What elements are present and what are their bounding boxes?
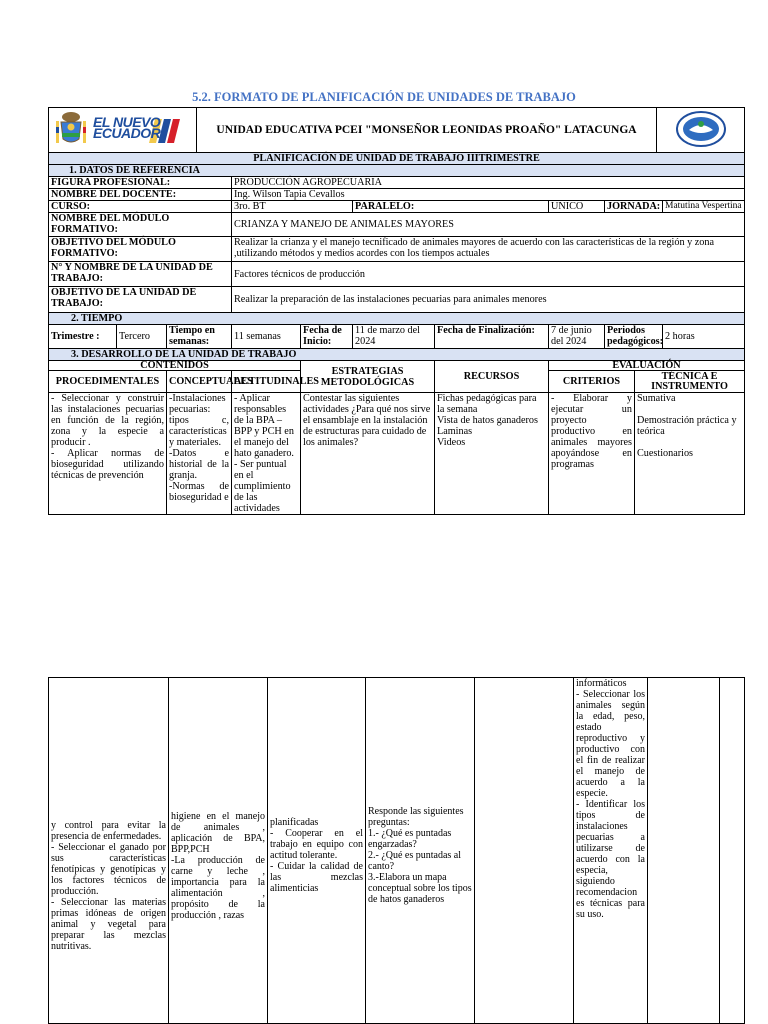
recurso-item: Videos [437,437,466,448]
figura-label: FIGURA PROFESIONAL: [49,177,232,189]
objetivo-unidad-value: Realizar la preparación de las instalaciones pecuarias para animales menores [232,287,745,313]
procedimental-item: - Seleccionar el ganado por sus características fenotípicas y genotípicas y los factores técnicos de producción. [51,841,166,897]
document-title: 5.2. FORMATO DE PLANIFICACIÓN DE UNIDADES DE TRABAJO [192,90,576,104]
actitudinales-cell [268,678,366,1024]
docente-value: Ing. Wilson Tapia Cevallos [232,189,745,201]
actitudinales-header: ACTITUDINALES [232,371,301,393]
estrategias-cell: Contestar las siguientes actividades ¿Para qué nos sirve el ensamblaje en la instalación de estructuras para cuidado de los animales? [301,393,435,515]
estrategia-item: 3.-Elabora un mapa conceptual sobre los tipos de hatos ganaderos [368,872,472,905]
modulo-value: CRIANZA Y MANEJO DE ANIMALES MAYORES [232,213,745,237]
criterios-header: CRITERIOS [549,371,635,393]
tecnica-item: Sumativa [637,393,676,404]
estrategia-item: Responde las siguientes preguntas: [368,806,464,828]
paralelo-value: UNICO [549,201,605,213]
school-name: UNIDAD EDUCATIVA PCEI "MONSEÑOR LEONIDAS PROAÑO" LATACUNGA [197,108,657,153]
criterio-item: - Identificar los tipos de instalaciones pecuarias a utilizarse de acuerdo con la especia, siguiendo recomendacion es técnicas para su uso. [576,799,645,920]
objetivo-unidad-label: OBJETIVO DE LA UNIDAD DE TRABAJO: [49,287,232,313]
recurso-item: Vista de hatos ganaderos [437,415,538,426]
criterio-item: - Seleccionar los animales según la edad, peso, estado reproductivo y productivo con el fin de realizar el manejo de acuerdo a la especie. [576,689,645,799]
procedimental-item: y control para evitar la presencia de enfermedades. [51,819,166,842]
conceptual-item: -La producción de carne y leche , importancia para la alimentación , propósito de la producción , razas [171,854,265,921]
recursos-header: RECURSOS [435,361,549,393]
empty-cell [720,678,745,1024]
figura-value: PRODUCCIÓN AGROPECUARIA [232,177,745,189]
conceptuales-header: CONCEPTUALES [167,371,232,393]
estrategia-item: 1.- ¿Qué es puntadas engarzadas? [368,828,452,850]
tecnica-cell [635,393,745,515]
procedimentales-header: PROCEDIMENTALES [49,371,167,393]
criterios-cell [574,678,648,1024]
school-seal-icon [675,110,727,148]
periodos-value: 2 horas [663,325,745,349]
tecnica-item: Cuestionarios [637,448,694,459]
conceptual-item: -Normas de bioseguridad e [169,481,229,503]
procedimental-item: - Seleccionar y construir las instalaciones pecuarias en función de la región, zona y la especie a producir . [51,393,164,448]
recursos-cell [435,393,549,515]
ecuador-logo-cell [49,108,197,153]
criterios-cell: - Elaborar y ejecutar un proyecto productivo en animales mayores apoyándose en programas [549,393,635,515]
procedimentales-cell [49,393,167,515]
actitudinales-cell [232,393,301,515]
trimestre-value: Tercero [117,325,167,349]
docente-label: NOMBRE DEL DOCENTE: [49,189,232,201]
recurso-item: Laminas [437,426,473,437]
tecnica-item: Demostración práctica y teórica [637,415,737,437]
actitudinal-item: - Cuidar la calidad de las mezclas alimenticias [270,861,363,894]
estrategia-item: 2.- ¿Qué es puntadas al canto? [368,850,462,872]
school-logo-cell [657,108,745,153]
planning-table-continued [48,677,745,1024]
procedimentales-cell [49,678,169,1024]
tecnica-cell [648,678,720,1024]
planning-table [48,152,745,515]
tiempo-value: 11 semanas [232,325,301,349]
actitudinal-item: planificadas [270,817,319,828]
conceptual-item: -Datos e historial de la granja. [169,448,229,481]
actitudinal-item: - Cooperar en el trabajo en equipo con actitud tolerante. [270,828,363,861]
unidad-value: Factores técnicos de producción [232,262,745,287]
unidad-label: N° Y NOMBRE DE LA UNIDAD DE TRABAJO: [49,262,232,287]
conceptuales-cell [169,678,268,1024]
estrategias-cell [366,678,475,1024]
conceptual-item: higiene en el manejo de animales , aplicación de BPA, BPP,PCH [171,810,265,855]
criterio-item: informáticos [576,678,627,689]
procedimental-item: - Seleccionar las materias primas idóneas de origen animal y vegetal para preparar las mezclas nutritivas. [51,896,166,952]
modulo-label: NOMBRE DEL MÓDULO FORMATIVO: [49,213,232,237]
periodos-label: Periodos pedagógicos: [605,325,663,349]
section-2-heading: 2. TIEMPO [49,313,745,325]
trimestre-label: Trimestre : [49,325,117,349]
section-3-heading: 3. DESARROLLO DE LA UNIDAD DE TRABAJO [49,349,745,361]
recurso-item: Fichas pedagógicas para la semana [437,393,537,415]
jornada-label: JORNADA: [605,201,663,213]
estrategias-header: ESTRATEGIAS METODOLÓGICAS [301,361,435,393]
evaluacion-header: EVALUACIÓN [549,361,745,371]
header-table [48,107,745,153]
fin-value: 7 de junio del 2024 [549,325,605,349]
actitudinal-item: - Ser puntual en el cumplimiento de las actividades [234,459,291,514]
tecnica-header: TÉCNICA E INSTRUMENTO [635,371,745,393]
objetivo-modulo-value: Realizar la crianza y el manejo tecnificado de animales mayores de acuerdo con las características de la región y zona ,utilizando métodos y medios acordes con los tiempos actuales [232,237,745,262]
paralelo-label: PARALELO: [353,201,549,213]
curso-label: CURSO: [49,201,232,213]
recursos-cell [475,678,574,1024]
objetivo-modulo-label: OBJETIVO DEL MÓDULO FORMATIVO: [49,237,232,262]
curso-value: 3ro. BT [232,201,353,213]
procedimental-item: - Aplicar normas de bioseguridad utilizando técnicas de prevención [51,448,164,481]
conceptuales-cell [167,393,232,515]
inicio-value: 11 de marzo del 2024 [353,325,435,349]
tiempo-label: Tiempo en semanas: [167,325,232,349]
contenidos-header: CONTENIDOS [49,361,301,371]
section-1-heading: 1. DATOS DE REFERENCIA [49,165,745,177]
plan-title: PLANIFICACIÓN DE UNIDAD DE TRABAJO IIITRIMESTRE [49,153,745,165]
conceptual-item: -Instalaciones pecuarias: tipos c, características y materiales. [169,393,229,448]
actitudinal-item: - Aplicar responsables de la BPA – BPP y PCH en el manejo del hato ganadero. [234,393,294,459]
ecuador-logo-text: EL NUEVO ECUADOR [93,113,161,141]
inicio-label: Fecha de Inicio: [301,325,353,349]
jornada-value: Matutina Vespertina [663,201,745,213]
fin-label: Fecha de Finalización: [435,325,549,349]
